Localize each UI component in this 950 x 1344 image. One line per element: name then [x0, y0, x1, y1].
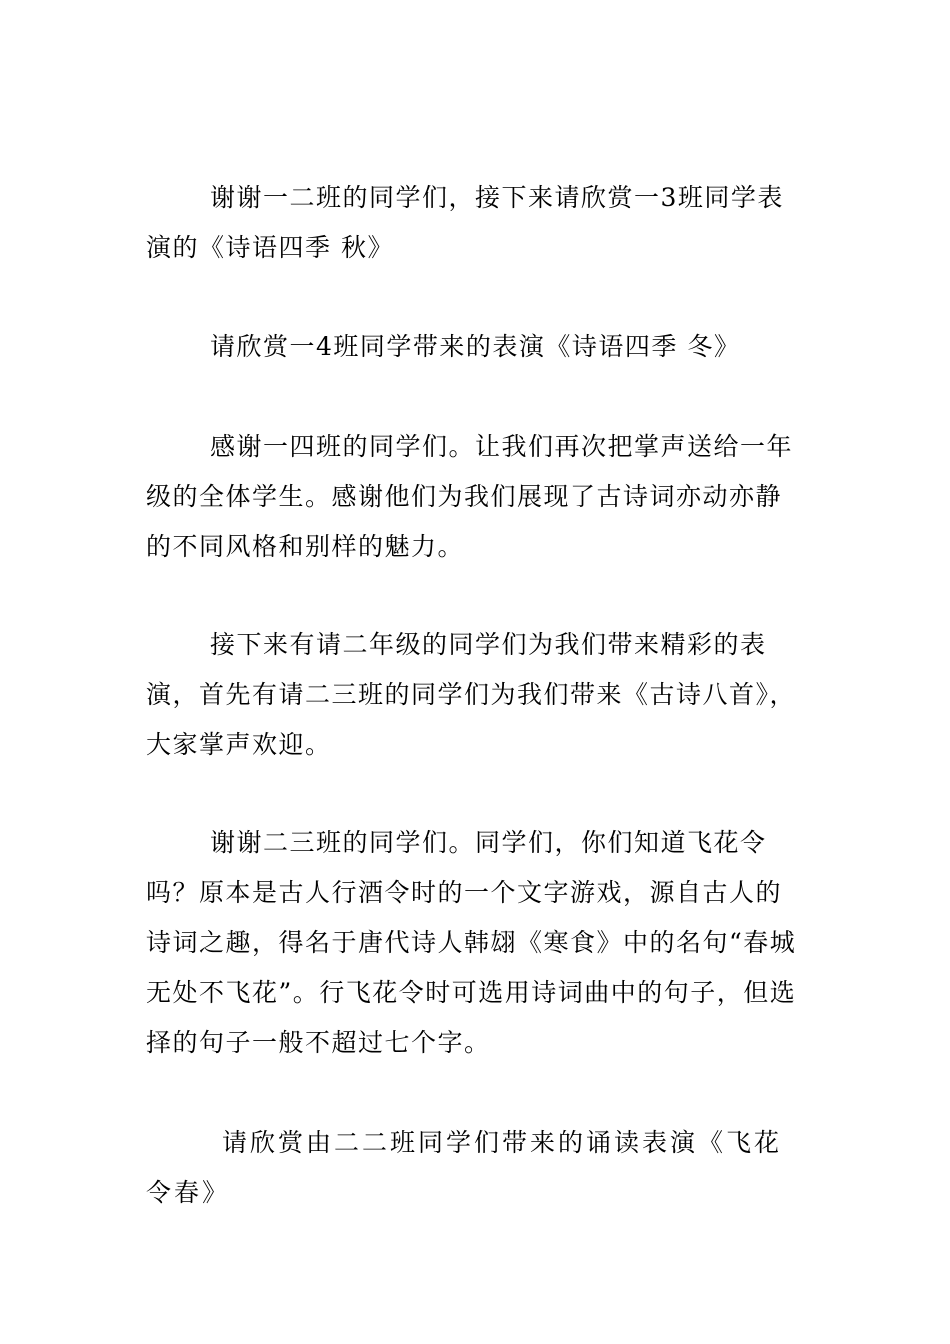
paragraph-4: 接下来有请二年级的同学们为我们带来精彩的表演，首先有请二三班的同学们为我们带来《古诗八首》，大家掌声欢迎。: [146, 630, 797, 759]
paragraph-2: 请欣赏一4班同学带来的表演《诗语四季 冬》: [210, 332, 741, 361]
paragraph-1: 谢谢一二班的同学们，接下来请欣赏一3班同学表演的《诗语四季 秋》: [146, 183, 784, 262]
paragraph-5: 谢谢二三班的同学们。同学们，你们知道飞花令吗？原本是古人行酒令时的一个文字游戏，源自古人的诗词之趣，得名于唐代诗人韩翃《寒食》中的名句“春城无处不飞花”。行飞花令时可选用诗词曲中的句子，但选择的句子一般不超过七个字。: [146, 828, 797, 1057]
paragraph-3: 感谢一四班的同学们。让我们再次把掌声送给一年级的全体学生。感谢他们为我们展现了古诗词亦动亦静的不同风格和别样的魅力。: [146, 432, 794, 561]
paragraph-6: 请欣赏由二二班同学们带来的诵读表演《飞花令春》: [146, 1128, 783, 1207]
